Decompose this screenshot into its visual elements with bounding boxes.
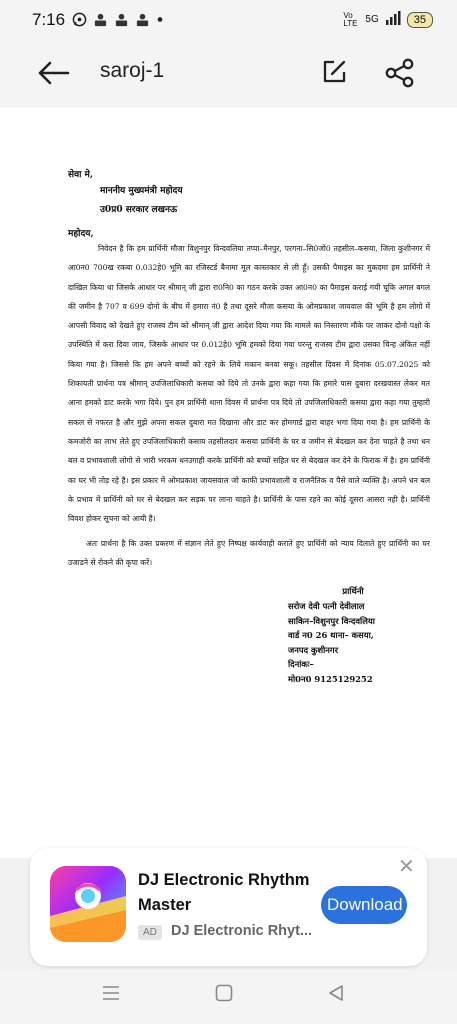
volte-indicator: Vo LTE	[343, 10, 358, 28]
signature-line: मो0न0 9125129252	[288, 674, 373, 685]
addressee-line: माननीय मुख्यमंत्री महोदय	[100, 186, 183, 196]
dot-icon	[156, 12, 164, 31]
notification-icon	[135, 12, 150, 31]
close-icon[interactable]: ✕	[398, 854, 415, 878]
battery-indicator: 35	[407, 12, 433, 28]
ad-banner[interactable]	[30, 848, 427, 966]
notification-icon	[93, 12, 108, 31]
status-system-icons	[343, 11, 433, 28]
ad-title[interactable]: DJ Electronic Rhythm Master	[138, 871, 310, 914]
letter-paragraph: अतः प्रार्थना है कि उक्त प्रकरण में संज्ञान लेते हुए निष्पक्ष कार्यवाही कराते हुए प्रार्थिनी को न्याय दिलाते हुए प्रार्थिनी का घर उजाडने से रोकने की कृपा करें।	[68, 539, 430, 568]
signature-line: जनपद कुशीनगर	[288, 644, 339, 655]
signature-line: वार्ड न0 26 थाना– कसया,	[288, 630, 374, 641]
share-icon[interactable]	[384, 58, 416, 88]
addressee-line: उ0प्र0 सरकार लखनऊ	[100, 205, 178, 215]
whatsapp-icon	[72, 12, 87, 31]
status-notification-icons	[72, 12, 164, 31]
letter-salutation: सेवा मे,	[68, 170, 94, 180]
back-arrow-icon[interactable]	[36, 60, 70, 86]
status-bar	[0, 0, 457, 40]
signature-label: प्रार्थिनी	[342, 586, 364, 597]
ad-subtitle[interactable]: DJ Electronic Rhyt...	[171, 923, 313, 939]
ad-badge: AD	[138, 925, 162, 940]
letter-paragraph: निवेदन है कि हम प्रार्थिनी मौजा विशुनपुर विन्दवलिया तप्पा–मैनपुर, परगना–सि0जो0 तहसील–कसया, जिला कुशीनगर में आ0न0 700ख रकबा 0.032हे0 भूमि का रजिस्टर्ड बैनामा मूल कास्तकार से ली हूँ। उसकी पैमाइस का मुकदमा हम प्रार्थिनी ने दाखिल किया था जिसके आधार पर श्रीमान् जी द्वारा रा0नि0 का गठन करके उक्त आ0न0 का पैमाइस कराई गयी चूकि अगल बगल की जमीन है 707 व 699 दोनो के बीच में हमारा नं0 है तथा दूसरे मौजा कसया के ओमप्रकाश जायवाल की भूमि है हम लोगो में आपसी विवाद को देखते हुए राजस्व टीम को श्रीमान् जी द्वारा आदेश दिया गया कि मामले का निस्तारण मौके पर जाकर दोनो पक्षो के उपस्थिति में करा दिया जाय, जिसके आधार पर 0.012हे0 भूमि हमको दिया गया परन्तु राजस्व टीम द्वारा उसका चिन्ह अंकित नहीं किया गया है। जिससे कि हम अपने बच्चों को रहने के लिये मकान बनवा सकू। तहसील दिवस में दिनांक 05.07.2025 को शिकायती प्रार्थना पत्र श्रीमान् उपजिलाधिकारी कसया को दिये तो उनके द्वारा कहा गया कि हमारे पास दुबारा दरखवास्त लेकर मत आना हमको डाट करके भगा दिये। पुन हम प्रार्थिनी थाना दिवस में प्रार्थना पत्र दिये तो उपजिलाधिकारी कसया द्वारा कहा गया तुम्हारी सकल से नफरत है और मुझे अपना सकल दुबारा मत दिखाना और डाट कर होमगार्ड द्वारा बाहर भगा दिया गया है। हम प्रार्थिनी के कमजोरी का लाभ लेते हुए उपजिलाधिकारी कसाय तहसीलदार कसया प्रार्थिनी के घर व जमीन से बेदखल कर देना चाहते है तथा धन बल व प्रभावशाली लोगो से भारी भरकम धनउगाही करके प्रार्थिनी को बच्चों सहित घर से बेदखल कर देने के फिराक में है। हम प्रार्थिनी का घर भी तोड़ रहे है। इस प्रकार में ओमप्रकाश जायसवाल जो काफी प्रभावशाली व राजनैतिक व पैसे वाले व्यक्ति है। अपने धन बल के प्रभाव में प्रार्थिनी को घर से बेदखल कर सड़क पर लाना चाहते है। प्रार्थिनी के पास रहने का कोई दूसरा आसरा नही है। प्रार्थिनी विवश होकर सूचना को आयी है।	[68, 244, 430, 524]
letter	[68, 167, 430, 687]
app-bar	[0, 40, 457, 107]
letter-greeting: महोदय,	[68, 229, 94, 239]
navigation-bar	[0, 970, 457, 1024]
download-button[interactable]: Download	[321, 886, 407, 924]
menu-icon[interactable]	[102, 984, 120, 1006]
notification-icon	[114, 12, 129, 31]
signature-line: दिनांकः–	[288, 659, 314, 670]
back-icon[interactable]	[327, 984, 345, 1006]
signature-line: साकिन–विशुनपुर विन्दवलिया	[288, 615, 375, 626]
edit-icon[interactable]	[320, 58, 348, 86]
signature-line: सरोज देवी पत्नी देवीलाल	[288, 601, 365, 612]
document-viewer[interactable]	[0, 107, 457, 857]
home-icon[interactable]	[215, 984, 233, 1006]
network-type: 5G	[365, 14, 379, 25]
app-logo-icon[interactable]	[50, 866, 126, 942]
signal-icon	[385, 11, 401, 28]
document-title: saroj-1	[100, 59, 165, 82]
letter-signature	[288, 584, 430, 686]
status-time: 7:16	[32, 10, 66, 29]
letter-addressee	[100, 182, 430, 220]
